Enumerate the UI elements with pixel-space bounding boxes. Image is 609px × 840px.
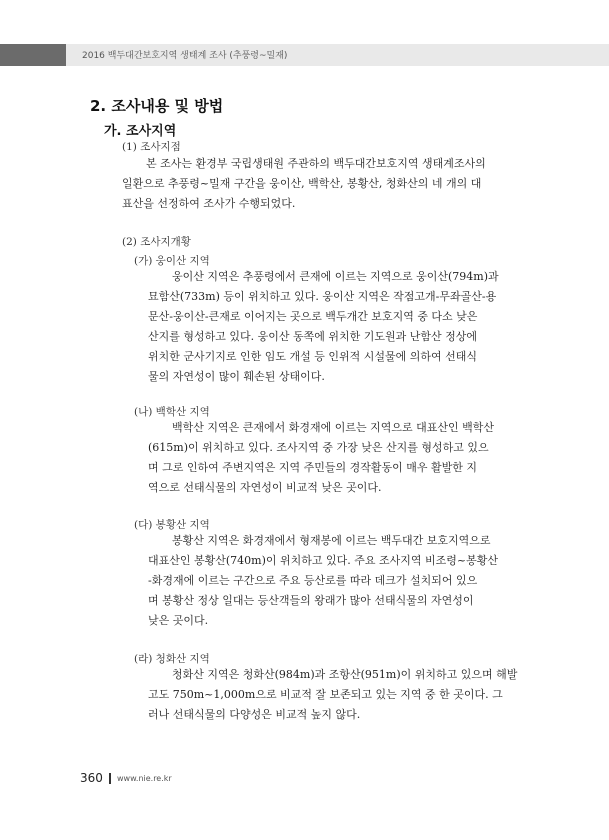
paragraph-line: 물의 자연성이 많이 훼손된 상태이다. <box>148 370 325 383</box>
subsection-heading: 가. 조사지역 <box>104 124 177 139</box>
paragraph-line: 고도 750m~1,000m으로 비교적 잘 보존되고 있는 지역 중 한 곳이다. 그 <box>148 688 503 701</box>
item-1-paragraph <box>122 154 534 214</box>
subitem-b-title: (나) 백학산 지역 <box>134 406 210 418</box>
paragraph-line: 문산-웅이산-큰재로 이어지는 곳으로 백두개간 보호지역 중 다소 낮은 <box>148 310 478 323</box>
paragraph-line: 낮은 곳이다. <box>148 614 209 627</box>
paragraph-line: 며 그로 인하여 주변지역은 지역 주민들의 경작활동이 매우 활발한 지 <box>148 461 477 474</box>
page-number: 360 <box>80 771 103 785</box>
paragraph-line: 표산을 선정하여 조사가 수행되었다. <box>122 197 296 210</box>
item-1-title: (1) 조사지점 <box>122 141 181 153</box>
paragraph-line: 러나 선태식물의 다양성은 비교적 높지 않다. <box>148 708 361 721</box>
paragraph-line: 산지를 형성하고 있다. 웅이산 동쪽에 위치한 기도원과 난함산 정상에 <box>148 330 477 343</box>
subitem-a-paragraph <box>148 267 534 387</box>
paragraph-line: (615m)이 위치하고 있다. 조사지역 중 가장 낮은 산지를 형성하고 있으 <box>148 441 489 454</box>
subitem-b-paragraph <box>148 418 534 498</box>
subitem-d-paragraph <box>148 665 534 725</box>
header-accent-block <box>0 44 66 66</box>
paragraph-line: 묘함산(733m) 등이 위치하고 있다. 웅이산 지역은 작점고개-무좌골산-용 <box>148 290 497 303</box>
subitem-a-title: (가) 웅이산 지역 <box>134 255 210 267</box>
paragraph-line: 역으로 선태식물의 자연성이 비교적 낮은 곳이다. <box>148 481 382 494</box>
subitem-d-title: (라) 청화산 지역 <box>134 653 210 665</box>
subitem-c-title: (다) 봉황산 지역 <box>134 519 210 531</box>
paragraph-line: 청화산 지역은 청화산(984m)과 조항산(951m)이 위치하고 있으며 해발 <box>172 668 518 681</box>
paragraph-line: 대표산인 봉황산(740m)이 위치하고 있다. 주요 조사지역 비조령~봉황산 <box>148 554 498 567</box>
footer-divider <box>109 773 111 784</box>
paragraph-line: 백학산 지역은 큰재에서 화경재에 이르는 지역으로 대표산인 백학산 <box>172 421 495 434</box>
item-2-title: (2) 조사지개황 <box>122 236 191 248</box>
paragraph-line: 며 봉황산 정상 일대는 등산객들의 왕래가 많아 선태식물의 자연성이 <box>148 594 474 607</box>
footer-url: www.nie.re.kr <box>117 774 172 783</box>
paragraph-line: 웅이산 지역은 추풍령에서 큰재에 이르는 지역으로 웅이산(794m)과 <box>172 270 499 283</box>
paragraph-line: 본 조사는 환경부 국립생태원 주관하의 백두대간보호지역 생태계조사의 <box>146 157 486 170</box>
paragraph-line: 일환으로 추풍령~밀재 구간을 웅이산, 백학산, 봉황산, 청화산의 네 개의 대 <box>122 177 482 190</box>
paragraph-line: 위치한 군사기지로 인한 임도 개설 등 인위적 시설물에 의하여 선태식 <box>148 350 477 363</box>
section-heading: 2. 조사내용 및 방법 <box>90 97 224 115</box>
subitem-c-paragraph <box>148 531 534 631</box>
paragraph-line: 봉황산 지역은 화경재에서 형재봉에 이르는 백두대간 보호지역으로 <box>172 534 491 547</box>
running-header-title: 2016 백두대간보호지역 생태계 조사 (추풍령~밀재) <box>82 51 288 61</box>
paragraph-line: -화경재에 이르는 구간으로 주요 등산로를 따라 데크가 설치되어 있으 <box>148 574 478 587</box>
